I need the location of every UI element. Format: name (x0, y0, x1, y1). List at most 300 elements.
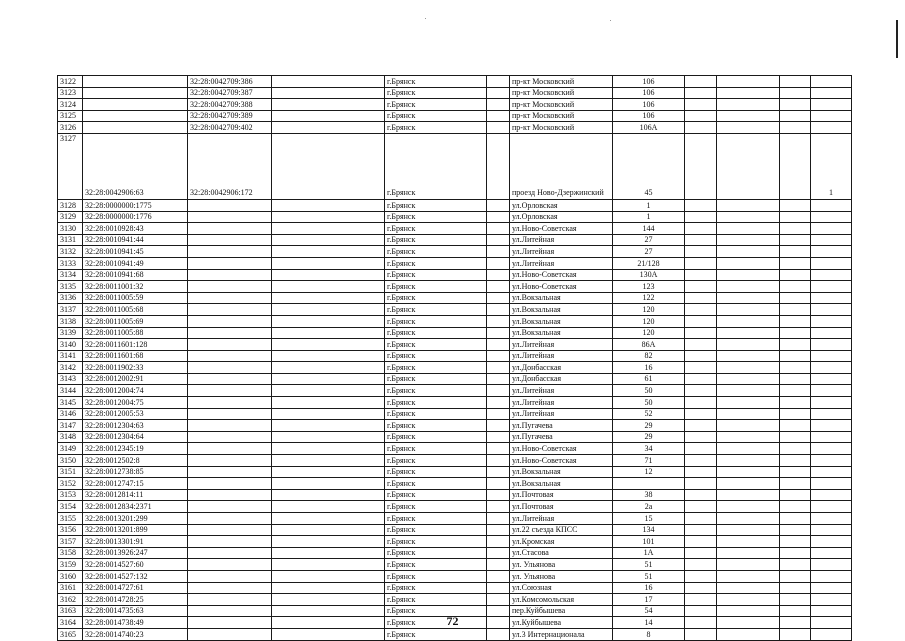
cell-house: 12 (613, 466, 685, 478)
cell-city: г.Брянск (385, 211, 487, 223)
cell-empty (272, 211, 385, 223)
cell-empty (685, 628, 717, 640)
cell-cad-a: 32:28:0011601:128 (83, 339, 188, 351)
cell-extra (811, 327, 852, 339)
cell-cad-a: 32:28:0010941:49 (83, 257, 188, 269)
cell-street: ул.Ново-Советская (510, 281, 613, 293)
cell-empty (717, 524, 780, 536)
cell-street: ул.Пугачева (510, 420, 613, 432)
cell-cad-a (83, 76, 188, 88)
cell-house: 16 (613, 582, 685, 594)
cell-empty (685, 110, 717, 122)
cell-n: 3161 (58, 582, 83, 594)
cell-n: 3155 (58, 513, 83, 525)
cell-empty (780, 570, 811, 582)
cell-city: г.Брянск (385, 478, 487, 490)
cell-empty (780, 211, 811, 223)
cell-n: 3128 (58, 199, 83, 211)
cell-city: г.Брянск (385, 373, 487, 385)
cell-empty (717, 466, 780, 478)
cell-empty (272, 122, 385, 134)
cell-empty (272, 246, 385, 258)
cell-street: ул.Вокзальная (510, 327, 613, 339)
cell-empty (685, 431, 717, 443)
cell-house: 123 (613, 281, 685, 293)
cell-empty (272, 594, 385, 606)
cell-empty (717, 99, 780, 111)
cell-house: 2а (613, 501, 685, 513)
table-row (58, 350, 852, 362)
cell-n: 3152 (58, 478, 83, 490)
cell-empty (272, 455, 385, 467)
cell-city: г.Брянск (385, 489, 487, 501)
cell-empty (780, 327, 811, 339)
cell-empty (487, 408, 510, 420)
cell-empty (487, 501, 510, 513)
cell-empty (272, 350, 385, 362)
cell-street: ул.Литейная (510, 246, 613, 258)
cell-empty (685, 536, 717, 548)
cell-extra (811, 594, 852, 606)
table-row (58, 385, 852, 397)
cell-n: 3136 (58, 292, 83, 304)
cell-extra (811, 478, 852, 490)
cell-n: 3165 (58, 628, 83, 640)
cell-empty (487, 420, 510, 432)
cell-empty (487, 466, 510, 478)
cell-empty (780, 133, 811, 199)
cell-empty (487, 524, 510, 536)
cell-n: 3132 (58, 246, 83, 258)
cell-n: 3137 (58, 304, 83, 316)
cell-empty (685, 269, 717, 281)
cell-n: 3129 (58, 211, 83, 223)
cell-house: 122 (613, 292, 685, 304)
cell-city: г.Брянск (385, 547, 487, 559)
table-row (58, 594, 852, 606)
cell-empty (717, 362, 780, 374)
cell-empty (685, 466, 717, 478)
cell-extra (811, 304, 852, 316)
cell-empty (487, 559, 510, 571)
cell-house: 1 (613, 211, 685, 223)
cell-cad-b (188, 257, 272, 269)
cell-city: г.Брянск (385, 582, 487, 594)
cell-empty (780, 547, 811, 559)
table-row (58, 269, 852, 281)
cell-house: 130А (613, 269, 685, 281)
cell-empty (272, 199, 385, 211)
cell-empty (272, 443, 385, 455)
cell-city: г.Брянск (385, 385, 487, 397)
cell-cad-b (188, 211, 272, 223)
cell-empty (685, 524, 717, 536)
cell-empty (685, 594, 717, 606)
cell-cad-a: 32:28:0000000:1775 (83, 199, 188, 211)
cell-empty (487, 257, 510, 269)
cell-empty (780, 199, 811, 211)
cell-extra (811, 87, 852, 99)
cell-empty (780, 339, 811, 351)
cell-cad-b (188, 350, 272, 362)
cell-empty (685, 211, 717, 223)
table-row (58, 257, 852, 269)
cell-empty (685, 327, 717, 339)
cell-city: г.Брянск (385, 362, 487, 374)
cell-empty (272, 234, 385, 246)
cell-empty (780, 292, 811, 304)
cell-extra (811, 246, 852, 258)
cell-empty (685, 199, 717, 211)
cell-empty (487, 489, 510, 501)
table-row (58, 466, 852, 478)
cell-empty (717, 559, 780, 571)
cell-n: 3134 (58, 269, 83, 281)
cell-street: пер.Куйбышева (510, 605, 613, 617)
cell-city: г.Брянск (385, 257, 487, 269)
cell-cad-b (188, 327, 272, 339)
cell-empty (717, 513, 780, 525)
cell-street: ул.Вокзальная (510, 304, 613, 316)
table-row (58, 362, 852, 374)
cell-cad-b: 32:28:0042709:389 (188, 110, 272, 122)
cell-city: г.Брянск (385, 223, 487, 235)
cell-n: 3151 (58, 466, 83, 478)
cell-extra (811, 122, 852, 134)
cell-house: 82 (613, 350, 685, 362)
cell-cad-a: 32:28:0012834:2371 (83, 501, 188, 513)
page-number: 72 (446, 614, 459, 628)
cell-empty (685, 133, 717, 199)
cell-cad-a (83, 87, 188, 99)
cell-cad-a: 32:28:0013301:91 (83, 536, 188, 548)
cell-street: ул.Пугачева (510, 431, 613, 443)
cell-extra (811, 489, 852, 501)
table-row (58, 547, 852, 559)
cell-city: г.Брянск (385, 269, 487, 281)
cell-cad-a: 32:28:0011902:33 (83, 362, 188, 374)
table-row (58, 199, 852, 211)
cell-extra (811, 199, 852, 211)
cell-empty (487, 339, 510, 351)
cell-empty (717, 431, 780, 443)
table-row (58, 281, 852, 293)
cell-cad-a: 32:28:0013201:899 (83, 524, 188, 536)
cell-street: ул.Литейная (510, 257, 613, 269)
table-row (58, 524, 852, 536)
cell-empty (685, 223, 717, 235)
cell-cad-a: 32:28:0010941:44 (83, 234, 188, 246)
cell-empty (685, 559, 717, 571)
cell-empty (685, 570, 717, 582)
table-row (58, 133, 852, 199)
cell-cad-b (188, 547, 272, 559)
cell-empty (717, 547, 780, 559)
cell-city: г.Брянск (385, 199, 487, 211)
cell-extra (811, 234, 852, 246)
cell-empty (685, 76, 717, 88)
cell-empty (780, 350, 811, 362)
cell-empty (272, 257, 385, 269)
cell-empty (780, 594, 811, 606)
cell-cad-b (188, 536, 272, 548)
cell-extra (811, 385, 852, 397)
cell-empty (717, 269, 780, 281)
cell-city: г.Брянск (385, 466, 487, 478)
cell-empty (685, 408, 717, 420)
cell-street: ул.Литейная (510, 408, 613, 420)
cell-house: 27 (613, 234, 685, 246)
cell-city: г.Брянск (385, 87, 487, 99)
cell-extra (811, 443, 852, 455)
cell-empty (487, 292, 510, 304)
cell-empty (685, 281, 717, 293)
cell-cad-a: 32:28:0012004:74 (83, 385, 188, 397)
cell-cad-b (188, 513, 272, 525)
cell-cad-a: 32:28:0013926:247 (83, 547, 188, 559)
cell-empty (685, 122, 717, 134)
cell-cad-b (188, 524, 272, 536)
cell-cad-a: 32:28:0012747:15 (83, 478, 188, 490)
cell-empty (717, 133, 780, 199)
cell-empty (272, 408, 385, 420)
cell-n: 3133 (58, 257, 83, 269)
cell-empty (487, 350, 510, 362)
cell-cad-b (188, 269, 272, 281)
cell-street: ул.Вокзальная (510, 292, 613, 304)
cell-empty (717, 373, 780, 385)
cell-city: г.Брянск (385, 246, 487, 258)
cell-empty (685, 443, 717, 455)
cell-cad-a: 32:28:0000000:1776 (83, 211, 188, 223)
cell-empty (717, 385, 780, 397)
cell-street: ул. Ульянова (510, 559, 613, 571)
cell-cad-b: 32:28:0042709:386 (188, 76, 272, 88)
cell-empty (717, 327, 780, 339)
cell-extra (811, 269, 852, 281)
cell-empty (272, 99, 385, 111)
cell-n: 3157 (58, 536, 83, 548)
cell-house: 106 (613, 110, 685, 122)
cell-empty (717, 408, 780, 420)
cell-street: ул.Почтовая (510, 501, 613, 513)
cell-house: 101 (613, 536, 685, 548)
cell-city: г.Брянск (385, 397, 487, 409)
cell-empty (717, 223, 780, 235)
cell-empty (487, 443, 510, 455)
cell-street: пр-кт Московский (510, 122, 613, 134)
cell-cad-a (83, 110, 188, 122)
cell-house: 1А (613, 547, 685, 559)
cell-house: 17 (613, 594, 685, 606)
cell-empty (780, 76, 811, 88)
cell-street: ул.Литейная (510, 339, 613, 351)
cell-empty (272, 315, 385, 327)
cell-empty (272, 327, 385, 339)
cell-cad-b (188, 385, 272, 397)
cell-empty (487, 362, 510, 374)
cell-cad-b: 32:28:0042709:388 (188, 99, 272, 111)
cell-house: 144 (613, 223, 685, 235)
cell-empty (272, 362, 385, 374)
cell-city: г.Брянск (385, 455, 487, 467)
cell-house: 34 (613, 443, 685, 455)
cell-empty (487, 628, 510, 640)
cell-extra (811, 292, 852, 304)
cell-city: г.Брянск (385, 513, 487, 525)
cell-empty (717, 350, 780, 362)
cell-house: 106 (613, 76, 685, 88)
cell-cad-b (188, 582, 272, 594)
cell-city: г.Брянск (385, 350, 487, 362)
cell-cad-a: 32:28:0014728:25 (83, 594, 188, 606)
cell-house: 106 (613, 99, 685, 111)
cell-empty (685, 373, 717, 385)
table-row (58, 87, 852, 99)
cell-extra (811, 547, 852, 559)
cell-cad-a: 32:28:0011005:69 (83, 315, 188, 327)
cell-cad-a: 32:28:0011001:32 (83, 281, 188, 293)
table-row (58, 489, 852, 501)
cell-street: ул.Вокзальная (510, 315, 613, 327)
cell-empty (780, 223, 811, 235)
cell-city: г.Брянск (385, 431, 487, 443)
cell-empty (272, 431, 385, 443)
cell-n: 3141 (58, 350, 83, 362)
table-row (58, 373, 852, 385)
cell-empty (487, 87, 510, 99)
scan-speck (610, 20, 611, 21)
cell-empty (685, 362, 717, 374)
cell-empty (272, 536, 385, 548)
table-row (58, 292, 852, 304)
cell-cad-a: 32:28:0012004:75 (83, 397, 188, 409)
cell-empty (780, 478, 811, 490)
cell-n: 3142 (58, 362, 83, 374)
cell-empty (487, 594, 510, 606)
cell-empty (685, 455, 717, 467)
cell-empty (272, 385, 385, 397)
cell-extra (811, 408, 852, 420)
cell-extra (811, 582, 852, 594)
cell-empty (685, 501, 717, 513)
cell-empty (272, 304, 385, 316)
cell-empty (717, 420, 780, 432)
cell-extra (811, 76, 852, 88)
cell-house: 8 (613, 628, 685, 640)
cell-cad-a: 32:28:0011005:88 (83, 327, 188, 339)
cell-n: 3131 (58, 234, 83, 246)
table-row (58, 570, 852, 582)
table-row (58, 339, 852, 351)
table-row (58, 76, 852, 88)
cell-cad-b (188, 431, 272, 443)
cell-extra (811, 362, 852, 374)
cell-cad-a: 32:28:0014527:132 (83, 570, 188, 582)
cell-empty (685, 513, 717, 525)
cell-n: 3130 (58, 223, 83, 235)
cell-city: г.Брянск (385, 628, 487, 640)
scan-edge-mark (896, 20, 898, 58)
cell-empty (780, 246, 811, 258)
cell-empty (272, 513, 385, 525)
cell-n: 3127 (58, 133, 83, 199)
cell-empty (487, 327, 510, 339)
cell-empty (487, 246, 510, 258)
cell-house: 134 (613, 524, 685, 536)
cell-empty (272, 339, 385, 351)
table-row (58, 122, 852, 134)
cell-cad-a: 32:28:0013201:299 (83, 513, 188, 525)
cell-empty (272, 223, 385, 235)
cell-street: ул. Ульянова (510, 570, 613, 582)
cell-street: проезд Ново-Дзержинский (510, 133, 613, 199)
table-row (58, 455, 852, 467)
cell-extra (811, 397, 852, 409)
cell-house: 51 (613, 559, 685, 571)
cell-empty (717, 199, 780, 211)
cell-street: пр-кт Московский (510, 76, 613, 88)
cell-street: ул.3 Интернационала (510, 628, 613, 640)
table-row (58, 536, 852, 548)
cell-empty (780, 408, 811, 420)
cell-street: ул.Кромская (510, 536, 613, 548)
cell-empty (272, 373, 385, 385)
cell-cad-a: 32:28:0010941:45 (83, 246, 188, 258)
cell-street: ул.Литейная (510, 350, 613, 362)
cell-extra (811, 211, 852, 223)
cell-empty (717, 489, 780, 501)
cell-house: 120 (613, 304, 685, 316)
cell-empty (780, 257, 811, 269)
cell-empty (780, 373, 811, 385)
cell-cad-b (188, 339, 272, 351)
cell-city: г.Брянск (385, 605, 487, 617)
cell-n: 3159 (58, 559, 83, 571)
cell-empty (272, 76, 385, 88)
cell-empty (487, 199, 510, 211)
cell-empty (780, 559, 811, 571)
table-row (58, 513, 852, 525)
cell-empty (780, 536, 811, 548)
table-row (58, 327, 852, 339)
cell-city: г.Брянск (385, 110, 487, 122)
cell-house: 38 (613, 489, 685, 501)
cell-house: 52 (613, 408, 685, 420)
cell-street: пр-кт Московский (510, 99, 613, 111)
cell-cad-a: 32:28:0012814:11 (83, 489, 188, 501)
cell-empty (685, 385, 717, 397)
cell-cad-a: 32:28:0011005:68 (83, 304, 188, 316)
cell-empty (487, 373, 510, 385)
cell-city: г.Брянск (385, 501, 487, 513)
cell-extra (811, 455, 852, 467)
cell-empty (487, 315, 510, 327)
cell-cad-b (188, 420, 272, 432)
cell-empty (780, 501, 811, 513)
cell-empty (272, 466, 385, 478)
table-row (58, 431, 852, 443)
table-row (58, 501, 852, 513)
cell-empty (272, 133, 385, 199)
table-row (58, 478, 852, 490)
table-row (58, 223, 852, 235)
cell-house: 120 (613, 315, 685, 327)
cell-n: 3144 (58, 385, 83, 397)
cell-cad-b: 32:28:0042709:387 (188, 87, 272, 99)
cell-empty (487, 110, 510, 122)
cell-empty (717, 110, 780, 122)
